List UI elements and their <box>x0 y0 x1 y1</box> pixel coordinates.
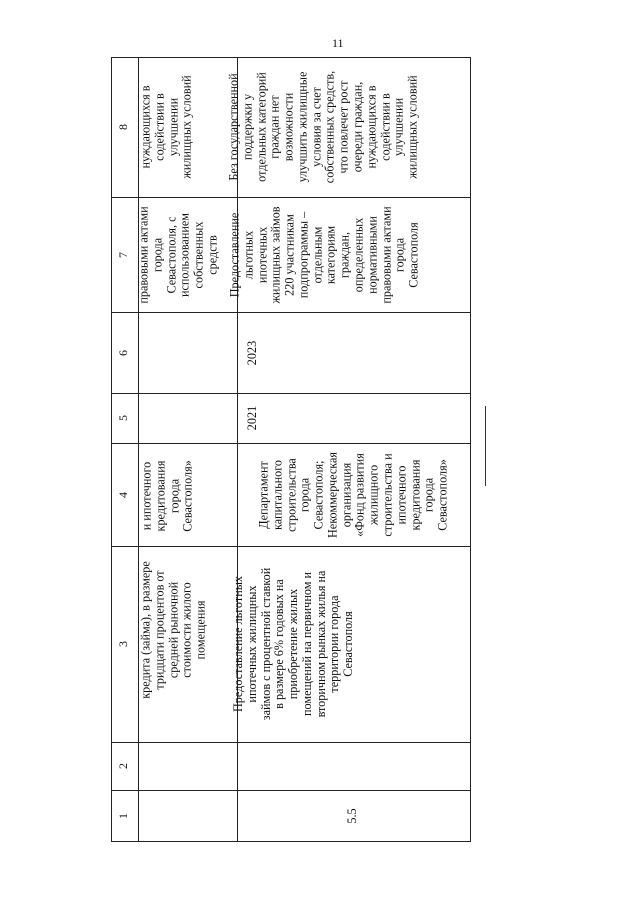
table-rule <box>111 443 471 444</box>
table-cell: и ипотечного кредитования города Севастополя» <box>139 460 195 532</box>
table-rule <box>111 742 471 743</box>
column-header: 1 <box>116 813 131 819</box>
table-cell: 2021 <box>245 405 260 431</box>
column-header: 5 <box>116 415 131 421</box>
table-cell: кредита (займа), в размере тридцати процентов от средней рыночной стоимости жилого помещения <box>138 561 208 699</box>
row-number: 5.5 <box>345 808 360 824</box>
table-cell: Предоставление льготных ипотечных жилищных займов с процентной ставкой в размере 6% годовых на приобретение жилых помещений на первичном и вторичном рынках жилья на территории города Севастополя <box>230 567 356 721</box>
table-rule <box>111 197 471 198</box>
column-header: 7 <box>116 252 131 258</box>
table-cell: нуждающихся в содействии в улучшении жилищных условий <box>138 75 194 179</box>
column-header: 3 <box>116 641 131 647</box>
table-cell: Департамент капитального строительства города Севастополя; Некоммерческая организация «Фонд развития жилищного строительства и ипотечного кредитования города Севастополя» <box>256 451 450 539</box>
margin-line <box>485 406 486 486</box>
column-header: 6 <box>116 350 131 356</box>
table-border-right <box>470 57 471 842</box>
table-rule <box>111 790 471 791</box>
column-header: 4 <box>116 492 131 498</box>
table-rule <box>111 546 471 547</box>
column-header: 8 <box>116 124 131 130</box>
page-number: 11 <box>332 36 344 50</box>
table-cell: правовыми актами города Севастополя, с использованием собственных средств <box>136 206 220 304</box>
table-rule <box>111 312 471 313</box>
table-cell: Без государственной поддержки у отдельных категорий граждан нет возможности улучшить жилищные условия за счет собственных средств, что повлечет рост очереди граждан, нуждающихся в содействии в улучшении жилищных условий <box>226 70 420 184</box>
table-border-bottom <box>111 841 471 842</box>
table-rule <box>111 393 471 394</box>
column-header: 2 <box>116 763 131 769</box>
table-border-top <box>111 57 471 58</box>
table-border-left <box>111 57 112 842</box>
table-cell: 2023 <box>245 340 260 366</box>
table-cell: Предоставление льготных ипотечных жилищных займов 220 участникам подпрограммы – отдельным категориям граждан, определенных нормативными правовыми актами города Севастополя <box>227 206 421 304</box>
